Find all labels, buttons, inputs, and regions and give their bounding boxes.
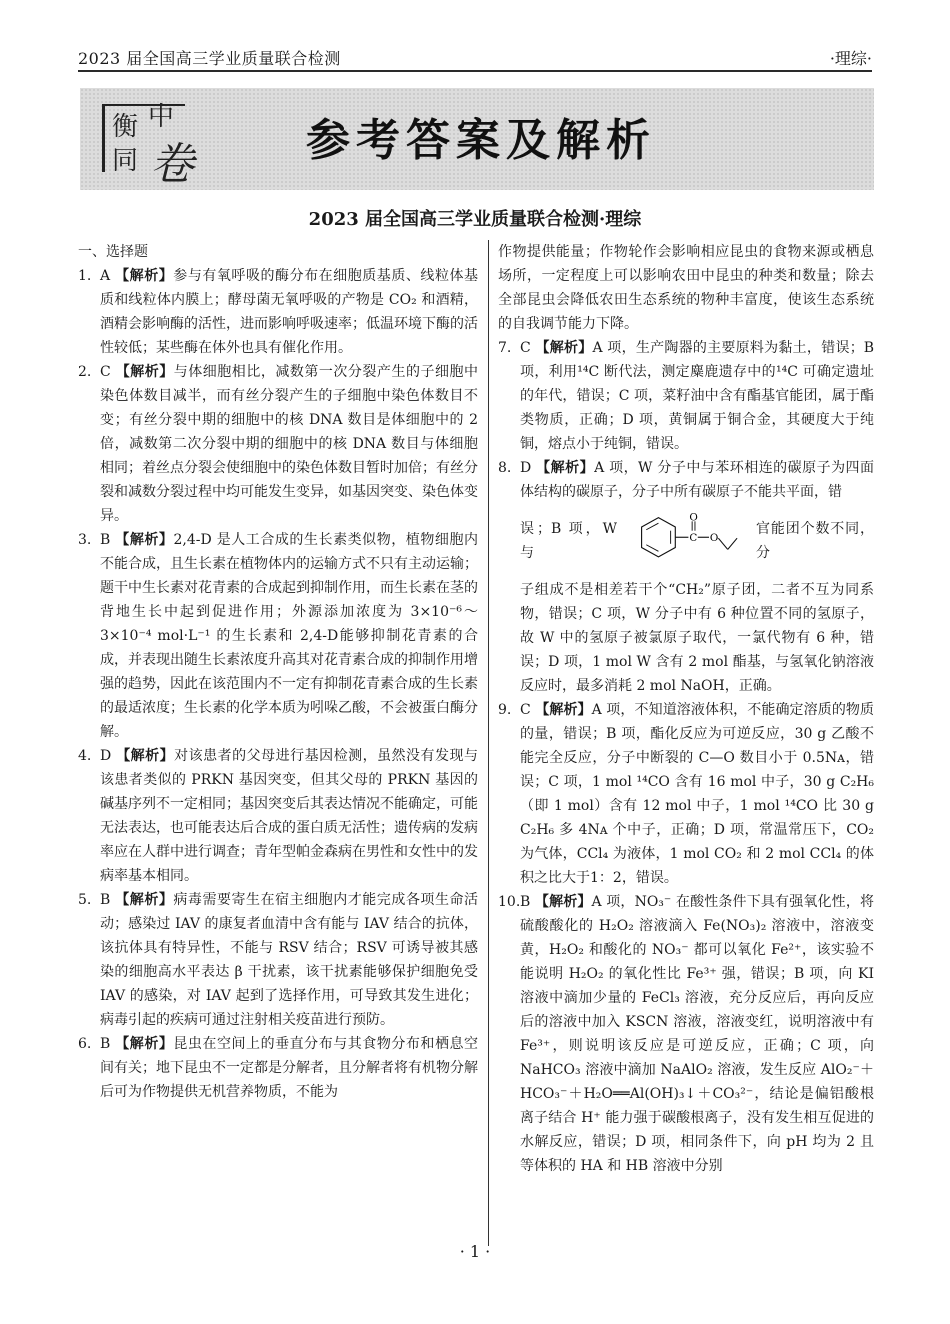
svg-text:C: C xyxy=(689,532,698,544)
answer-item xyxy=(498,336,874,456)
left-column xyxy=(78,240,478,1104)
analysis-tag: 【解析】 xyxy=(115,268,174,284)
logo-char: 中 xyxy=(148,102,175,132)
item-answer: D xyxy=(520,460,532,476)
structure-line xyxy=(520,510,874,572)
analysis-tag: 【解析】 xyxy=(535,340,593,356)
item-answer: A xyxy=(100,268,111,284)
item-number: 7. xyxy=(498,340,512,356)
item-text: A 项，NO₃⁻ 在酸性条件下具有强氧化性，将硫酸酸化的 H₂O₂ 溶液滴入 Fe(NO₃)₂ 溶液中，溶液变黄，H₂O₂ 和酸化的 NO₃⁻ 都可以氧化 Fe²⁺，该实验不能说明 H₂O₂ 的氧化性比 Fe³⁺ 强，错误；B 项，向 KI 溶液中滴加少量的 FeCl₃ 溶液，充分反应后，再向反应后的溶液中加入 KSCN 溶液，溶液变红，说明溶液中有 Fe³⁺，则说明该反应是可逆反应，正确；C 项，向 NaHCO₃ 溶液中滴加 NaAlO₂ 溶液，发生反应 AlO₂⁻＋HCO₃⁻＋H₂O══Al(OH)₃↓＋CO₃²⁻，结论是偏铝酸根离子结合 H⁺ 能力强于碳酸根离子，没有发生相互促进的水解反应，错误；D 项，相同条件下，向 pH 均为 2 且等体积的 HA 和 HB 溶液中分别 xyxy=(520,894,874,1174)
item-text: 与体细胞相比，减数第一次分裂产生的子细胞中染色体数目减半，而有丝分裂产生的子细胞中染色体数目不变；有丝分裂中期的细胞中的核 DNA 数目是体细胞中的 2 倍，减数第二次分裂中期的细胞中的核 DNA 数目与体细胞相同；着丝点分裂会使细胞中的染色体数目暂时加倍；有丝分裂和减数分裂过程中均可能发生变异，如基因突变、染色体变异。 xyxy=(100,364,479,524)
logo-char: 衡 xyxy=(112,112,139,142)
analysis-tag: 【解析】 xyxy=(116,748,175,764)
analysis-tag: 【解析】 xyxy=(534,894,592,910)
answer-item xyxy=(498,456,874,698)
item-number: 8. xyxy=(498,460,512,476)
analysis-tag: 【解析】 xyxy=(115,364,174,380)
item-answer: C xyxy=(520,340,531,356)
logo-char: 同 xyxy=(112,146,139,176)
header-title: 2023 届全国高三学业质量联合检测 xyxy=(78,49,341,68)
item-text: 官能团个数不同，分 xyxy=(756,521,874,561)
logo-char: 卷 xyxy=(150,139,194,190)
item-number: 4. xyxy=(78,748,92,764)
item-number: 6. xyxy=(78,1036,92,1052)
item-text: 昆虫在空间上的垂直分布与其食物分布和栖息空间有关；地下昆虫不一定都是分解者，且分解者将有机物分解后可为作物提供无机营养物质，不能为 xyxy=(100,1036,479,1100)
item-text: 对该患者的父母进行基因检测，虽然没有发现与该患者类似的 PRKN 基因突变，但其父母的 PRKN 基因的碱基序列不一定相同；基因突变后其表达情况不能确定，可能无法表达，也可能表达后合成的蛋白质无活性；遗传病的发病率应在人群中进行调查；青年型帕金森病在男性和女性中的发病率基本相同。 xyxy=(100,748,479,884)
item-text: 参与有氧呼吸的酶分布在细胞质基质、线粒体基质和线粒体内膜上；酵母菌无氧呼吸的产物是 CO₂ 和酒精，酒精会影响酶的活性，进而影响呼吸速率；低温环境下酶的活性较低；某些酶在体外也具有催化作用。 xyxy=(100,268,479,356)
title-banner xyxy=(80,88,874,190)
item-answer: B xyxy=(100,532,111,548)
item-number: 2. xyxy=(78,364,92,380)
answer-item xyxy=(78,360,478,528)
answer-list-left xyxy=(78,264,478,1104)
item-answer: B xyxy=(100,1036,111,1052)
page-number: · 1 · xyxy=(459,1242,491,1261)
answer-item xyxy=(78,888,478,1032)
answer-item xyxy=(498,698,874,890)
item-text: A 项，不知道溶液体积，不能确定溶质的物质的量，错误；B 项，酯化反应为可逆反应，30 g 乙酸不能完全反应，分子中断裂的 C—O 数目小于 0.5Nᴀ，错误；C 项，1 mol ¹⁴CO 含有 16 mol 中子，30 g C₂H₆（即 1 mol）含有 12 mol 中子，1 mol ¹⁴CO 比 30 g C₂H₆ 多 4Nᴀ 个中子，正确；D 项，常温常压下，CO₂ 为气体，CCl₄ 为液体，1 mol CO₂ 和 2 mol CCl₄ 的体积之比大于1：2，错误。 xyxy=(520,702,875,886)
item-answer: B xyxy=(100,892,111,908)
item-number: 9. xyxy=(498,702,512,718)
analysis-tag: 【解析】 xyxy=(535,702,592,718)
continued-text: 作物提供能量；作物轮作会影响相应昆虫的食物来源或栖息场所，一定程度上可以影响农田中昆虫的种类和数量；除去全部昆虫会降低农田生态系统的物种丰富度，使该生态系统的自我调节能力下降。 xyxy=(498,244,874,332)
analysis-tag: 【解析】 xyxy=(115,1036,174,1052)
answer-item xyxy=(78,528,478,744)
item-answer: D xyxy=(100,748,112,764)
header-subject: ·理综· xyxy=(829,49,872,68)
item-text: 误；B 项，W 与 xyxy=(520,521,617,561)
item-answer: C xyxy=(100,364,111,380)
hengzhong-logo xyxy=(100,96,230,190)
item-text: 2,4-D 是人工合成的生长素类似物，植物细胞内不能合成，且生长素在植物体内的运输方式不只有主动运输；题干中生长素对花青素的合成起到抑制作用，而生长素在茎的背地生长中起到促进作用；外源添加浓度为 3×10⁻⁶～3×10⁻⁴ mol·L⁻¹ 的生长素和 2,4-D能够抑制花青素的合成，并表现出随生长素浓度升高其对花青素合成的抑制作用增强的趋势，因此在该范围内不一定有抑制花青素合成的生长素的最适浓度；生长素的化学本质为吲哚乙酸，不会被蛋白酶分解。 xyxy=(100,532,478,740)
banner-title: 参考答案及解析 xyxy=(306,115,656,166)
item-answer: B xyxy=(520,894,531,910)
analysis-tag: 【解析】 xyxy=(115,892,174,908)
column-divider xyxy=(488,240,489,1246)
right-column xyxy=(498,240,874,1178)
item-answer: C xyxy=(520,702,531,718)
item-text: 病毒需要寄生在宿主细胞内才能完成各项生命活动；感染过 IAV 的康复者血清中含有能与 IAV 结合的抗体，该抗体具有特异性，不能与 RSV 结合；RSV 可诱导被其感染的细胞高水平表达 β 干扰素，该干扰素能够保护细胞免受 IAV 的感染，对 IAV 起到了选择作用，可导致其发生进化；病毒引起的疾病可通过注射相关疫苗进行预防。 xyxy=(100,892,479,1028)
answer-item xyxy=(78,1032,478,1104)
item-text: 子组成不是相差若干个“CH₂”原子团，二者不互为同系物，错误；C 项，W 分子中有 6 种位置不同的氢原子，故 W 中的氢原子被氯原子取代，一氯代物有 6 种，错误；D 项，1 mol W 含有 2 mol 酯基，与氢氧化钠溶液反应时，最多消耗 2 mol NaOH，正确。 xyxy=(520,582,874,694)
document-title: 2023 届全国高三学业质量联合检测·理综 xyxy=(308,209,642,230)
item-number: 5. xyxy=(78,892,92,908)
item-text: A 项，W 分子中与苯环相连的碳原子为四面体结构的碳原子，分子中所有碳原子不能共平面，错 xyxy=(520,460,875,500)
item-number: 3. xyxy=(78,532,92,548)
item-number: 10. xyxy=(498,894,521,910)
analysis-tag: 【解析】 xyxy=(536,460,595,476)
analysis-tag: 【解析】 xyxy=(115,532,174,548)
svg-text:O: O xyxy=(709,532,719,544)
item-text: A 项，生产陶器的主要原料为黏土，错误；B 项，利用¹⁴C 断代法，测定麋鹿遗存中的¹⁴C 可确定遗址的年代，错误；C 项，菜籽油中含有酯基官能团，属于酯类物质，正确；D 项，黄铜属于铜合金，其硬度大于纯铜，熔点小于纯铜，错误。 xyxy=(520,340,875,452)
ethyl-benzoate-structure xyxy=(621,510,752,572)
section-title: 一、选择题 xyxy=(78,244,148,260)
answer-item xyxy=(78,264,478,360)
answer-item xyxy=(78,744,478,888)
item-number: 1. xyxy=(78,268,92,284)
running-header xyxy=(78,44,872,72)
svg-text:O: O xyxy=(689,511,698,524)
answer-item xyxy=(498,890,874,1178)
